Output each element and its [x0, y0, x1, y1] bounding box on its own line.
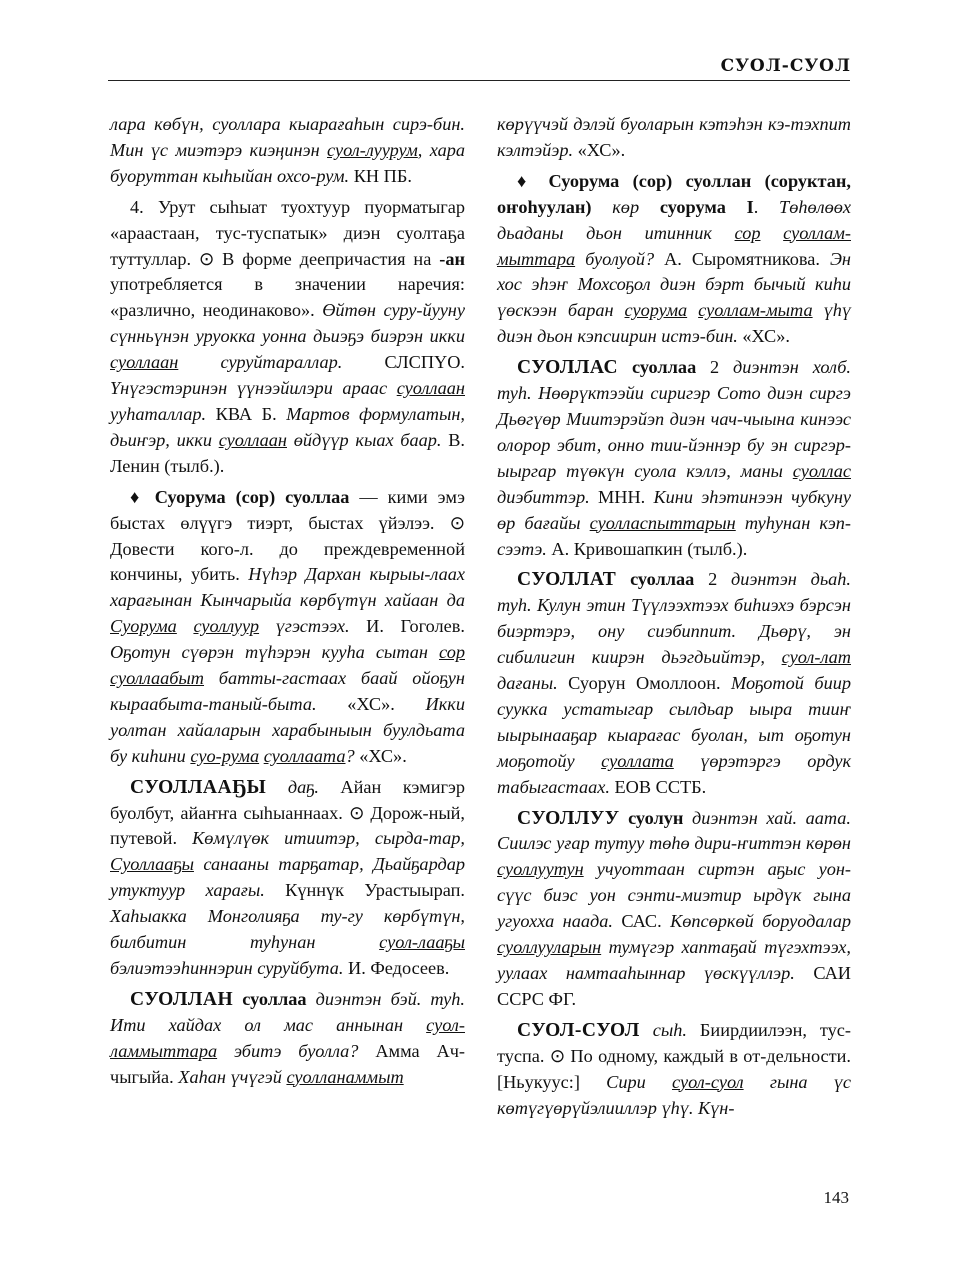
- text-run: суоллаан: [110, 352, 179, 373]
- text-run: дағаны.: [497, 673, 558, 694]
- text-run: Мартов формулатын, дьиҥэр, икки: [110, 403, 465, 450]
- text-run: употребляется в значении наречия: «различно, неодинаково».: [110, 274, 465, 321]
- text-run: көрүүчэй дэлэй буоларын кэтэһэн кэ-тэхпит кэлтэйэр.: [497, 114, 851, 160]
- text-run: [592, 197, 613, 217]
- text-run: Көпсөркөй боруодалар: [670, 911, 852, 932]
- text-run: өйдүүр кыах баар.: [287, 429, 442, 450]
- text-run: суоллаа: [242, 988, 307, 1009]
- text-run: суоллаа: [630, 569, 695, 590]
- text-run: суолун: [628, 807, 684, 828]
- text-run: суоллата: [601, 750, 674, 771]
- text-run: , хара буоруттан кыһыйан охсо-рум.: [110, 139, 465, 186]
- text-run: сор: [439, 642, 465, 663]
- text-run: суорума I: [659, 196, 754, 217]
- text-run: суол-ламмыттара: [110, 1014, 465, 1061]
- text-run: 4. Урут сыһыат туохтуур пуорматыгар «араастаан, тус-туспатык» диэн суолтаҕа туттуллар. ⊙ В форме деепричастия на: [110, 196, 465, 269]
- text-run: Амма Ач-чыгыйа.: [110, 1040, 465, 1087]
- text-run: А. Кривошапкин (тылб.).: [546, 538, 748, 559]
- text-run: даҕ.: [287, 776, 319, 797]
- entry-paragraph: [110, 112, 465, 190]
- headword: СУОЛЛУУ: [517, 807, 620, 829]
- text-run: В. Ленин (тылб.).: [110, 429, 465, 476]
- text-run: [616, 569, 630, 589]
- text-run: туһунан кэп-сээтэ.: [497, 512, 851, 559]
- text-run: [307, 989, 316, 1009]
- text-run: [687, 300, 698, 320]
- text-run: Эн хос эһэҥ Мохсоҕол диэн бэрт бычый киһи үөскээн баран: [497, 248, 851, 321]
- text-run: суоллаа: [631, 357, 697, 378]
- left-column: [110, 112, 465, 1091]
- text-run: суолланаммыт: [286, 1066, 404, 1087]
- headword: СУОЛЛАТ: [517, 569, 617, 591]
- text-run: тумүгэр хаптаҕай түгэхтээх, уулаах намтааһыннар үөскүүллэр.: [497, 937, 851, 983]
- entry-paragraph: [497, 567, 851, 800]
- text-run: САС.: [612, 911, 671, 932]
- text-run: суол-луурум: [327, 139, 418, 160]
- running-head: СУОЛ-СУОЛ: [720, 56, 851, 76]
- text-run: ♦ Суорума (сор) суоллаа: [130, 486, 350, 507]
- text-run: суол-суол: [672, 1071, 744, 1092]
- text-run: И. Федосеев.: [343, 958, 450, 978]
- text-run: үөрэтэргэ ордук табыгастаах.: [497, 750, 851, 797]
- text-run: ЕОВ ССТБ.: [609, 776, 707, 797]
- text-run: батты-гастаах баай ойоҕун кыраабыта-таный-быта.: [110, 668, 465, 714]
- text-run: Күннүк Урастыырап.: [264, 880, 465, 901]
- text-run: [233, 989, 242, 1009]
- text-run: КН ПБ.: [349, 165, 412, 186]
- text-run: [620, 808, 629, 828]
- text-run: Икки уолтан хайаларын харабыныын буулдьата бу киһини: [110, 693, 465, 766]
- text-run: 2: [694, 569, 731, 590]
- text-run: — кими эмэ быстах өлүүгэ тиэрт, быстах үйэлээ. ⊙ Довести кого-л. до преждевременной кончины, убить.: [110, 486, 465, 585]
- text-run: «ХС».: [573, 139, 626, 160]
- entry-paragraph: [497, 806, 851, 1013]
- text-run: суолласпыттарын: [589, 512, 736, 533]
- text-run: үгэстээх.: [259, 616, 350, 637]
- text-run: «ХС».: [316, 693, 426, 714]
- text-run: -ан: [439, 248, 465, 269]
- text-run: И. Гоголев.: [349, 616, 465, 637]
- text-run: суо-рума: [190, 745, 260, 766]
- text-run: суоллуутун: [497, 859, 584, 880]
- text-run: ууһаталлар.: [110, 403, 207, 424]
- text-run: КВА Б.: [206, 403, 287, 424]
- text-run: суоллууларын: [497, 937, 602, 958]
- text-run: .: [753, 196, 780, 217]
- text-run: Суорун Омоллоон.: [557, 673, 732, 694]
- text-run: учуоттаан сиртэн аҕыс уон-сүүс биэс уон сэнти-миэтир ырдүк гына угуохха наада.: [497, 859, 851, 932]
- text-run: МНН.: [589, 486, 654, 507]
- text-run: диэнтэн хай. аата. Сиилэс уғар тутуу төһө дири-ҥиттэн көрөн: [497, 807, 851, 854]
- text-run: сыһ.: [652, 1019, 687, 1040]
- text-run: эбитэ буолла?: [217, 1040, 359, 1061]
- entry-paragraph: [497, 355, 851, 562]
- right-column: [497, 112, 851, 1121]
- entry-paragraph: [497, 169, 851, 350]
- text-run: лара көбүн, суоллара кыарағаһын сирэ-бин. Мин үс миэтэрэ киэңинэн: [110, 114, 465, 160]
- text-run: диэнтэн дьаһ. туһ. Кулун этин Түүлээхтээх биһиэхэ бэрсэн биэртэрэ, ону сиэбиппит. Дьөрү, эн сибилигин киирэн дьэгдьийтэр,: [497, 569, 852, 668]
- entry-paragraph: [497, 112, 851, 164]
- entry-paragraph: [110, 195, 465, 480]
- text-run: [266, 777, 288, 797]
- text-run: суол-лат: [781, 647, 851, 668]
- entry-paragraph: [110, 775, 465, 982]
- text-run: суоллам-мыта: [698, 300, 813, 321]
- text-run: Үнүгэстэринэн үүнээйилэри араас: [110, 378, 397, 399]
- text-run: санааны тарҕатар, Дьайҕардар утуктуур харағы.: [110, 854, 465, 901]
- text-run: диэнтэн бэй. туһ. Ити хайдах ол мас аннынан: [110, 988, 465, 1035]
- text-run: суоллам-мыттара: [497, 222, 851, 269]
- text-run: Төһөлөөх дьаданы дьон итинник: [497, 196, 851, 243]
- text-run: диэбиттэр.: [497, 486, 590, 507]
- text-run: Суорума: [110, 616, 177, 637]
- text-run: үһү диэн дьон кэпсиирин истэ-бин.: [497, 300, 851, 347]
- text-run: [761, 223, 784, 243]
- text-run: Хаһыакка Монголияҕа ту-гу көрбүтүн, билбитин туһунан: [110, 906, 465, 953]
- text-run: суоллаан: [218, 429, 287, 450]
- text-run: суоллаата: [263, 745, 346, 766]
- headword: СУОЛЛАН: [130, 988, 234, 1010]
- text-run: 2: [696, 357, 734, 378]
- text-run: А. Сыромятникова.: [654, 248, 830, 269]
- text-run: гына үс көтүгүөрүйэлииллэр үһү. Күн-: [497, 1071, 852, 1118]
- text-run: [639, 197, 660, 217]
- entry-paragraph: [110, 987, 465, 1091]
- text-run: Кини эһэтинээн чубкуну өр бағайы: [497, 486, 851, 533]
- text-run: Оҕотун сүөрэн түһэрэн кууһа сытан: [110, 642, 440, 663]
- text-run: сор: [734, 222, 761, 243]
- text-run: САИ ССРС ФГ.: [497, 963, 852, 1009]
- text-run: Моҕотой биир сууккa устатыгар сылдьар ыыра тииҥ ыырынааҕар кыарағас буолан, ыт оҕотун моҕотойу: [497, 673, 851, 771]
- text-run: Биирдиилээн, тус-туспа. ⊙ По одному, каждый в от-дельности. [Ньукуус:]: [497, 1019, 851, 1092]
- text-run: суоллас: [792, 460, 851, 481]
- text-run: Сири: [606, 1071, 672, 1092]
- text-run: Айан кэмигэр буолбут, айаҥҥа сыһыаннаах. ⊙ Дорож-ный, путевой.: [110, 776, 465, 849]
- text-run: диэнтэн холб. туһ. Нөөрүктээйи сиригэр Сото диэн сиргэ Дьөгүөр Миитэрэйэп диэн чач-чыына кинээс олорор эбит, онно тии-йэннэр бу эн сиргэр-ыыргар түөкүн суола кэллэ, маны: [497, 357, 851, 481]
- text-run: [683, 808, 692, 828]
- headword: СУОЛЛАС: [517, 357, 619, 379]
- text-run: [618, 357, 632, 377]
- headword: СУОЛ-СУОЛ: [517, 1019, 640, 1041]
- text-run: Нүһэр Дархан кырыы-лаах харағынан Кынчарыйа көрбүтүн хайаан да: [110, 564, 466, 611]
- text-run: буолуой?: [575, 248, 655, 269]
- text-run: суоллаан: [396, 378, 465, 399]
- text-run: [640, 1020, 653, 1040]
- text-run: «ХС».: [354, 745, 407, 766]
- text-run: ♦ Суорума (сор) суоллан (соруктан, оҥоһуулан): [497, 170, 851, 217]
- text-run: «ХС».: [737, 326, 790, 347]
- text-run: СЛСПҮО.: [342, 352, 465, 373]
- text-run: Хаһан үчүгэй: [178, 1066, 287, 1087]
- text-run: көр: [612, 196, 640, 217]
- header-rule: [108, 80, 850, 81]
- entry-paragraph: [497, 1018, 851, 1122]
- entry-paragraph: [110, 485, 465, 770]
- text-run: Суоллааҕы: [110, 854, 194, 875]
- text-run: суол-лааҕы: [379, 932, 465, 953]
- text-run: [177, 616, 194, 636]
- text-run: суорума: [624, 300, 688, 321]
- text-run: бэлиэтээһиннэрин суруйбута.: [110, 958, 344, 978]
- headword: СУОЛЛААҔЫ: [130, 776, 267, 798]
- text-run: Көмүлүөк итиитэр, сырда-тар,: [192, 828, 465, 849]
- text-run: суруйтараллар.: [178, 352, 343, 373]
- text-run: ?: [345, 745, 355, 766]
- text-run: суоллаабыт: [110, 668, 205, 689]
- text-run: суоллуур: [193, 616, 260, 637]
- text-run: Өйтөн суру-йууну сүнньүнэн уруокка уонна дьиэҕэ биэрэн икки: [110, 300, 465, 347]
- page-number: 143: [823, 1188, 849, 1207]
